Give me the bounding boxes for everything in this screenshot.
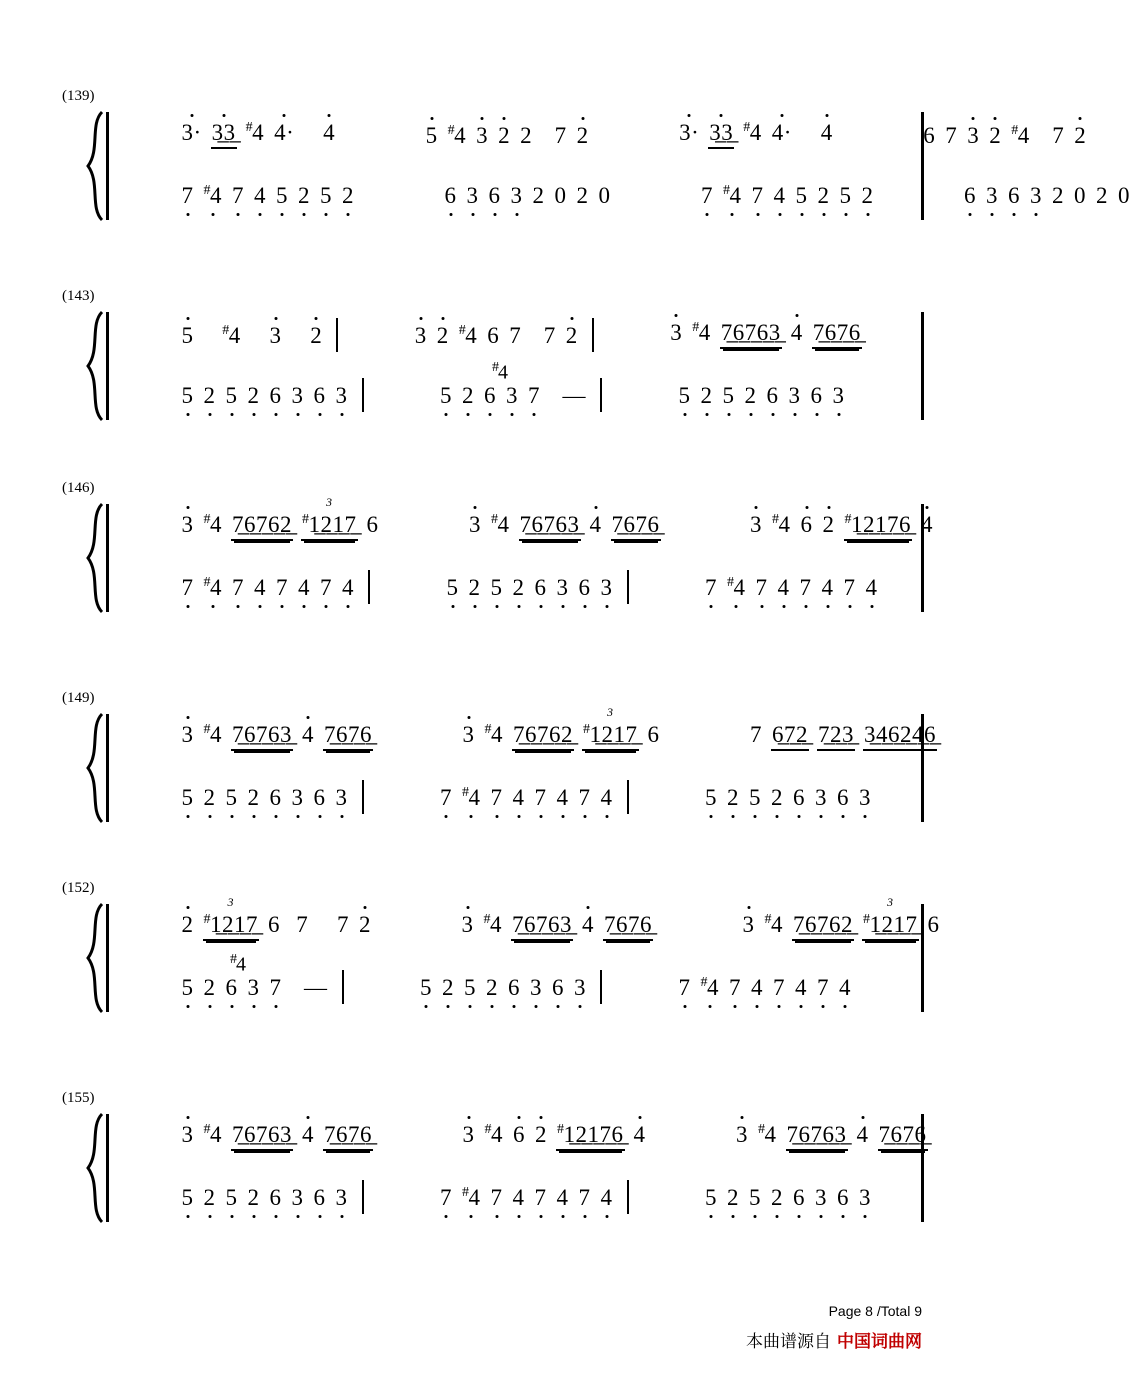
barline-left <box>106 714 109 822</box>
triplet-mark: 3 <box>227 895 234 909</box>
staff-group <box>62 895 940 1014</box>
bass-measure-1: 5 2 5 2 6 3 6 3 <box>181 382 348 408</box>
page-footer <box>746 1303 922 1352</box>
treble-row <box>114 112 1087 158</box>
treble-row <box>114 1114 927 1160</box>
treble-measure-3: 3· 3̲3̲ #4 4· 4 <box>612 98 838 172</box>
measure-number: (149) <box>62 690 95 706</box>
brace-icon <box>82 502 108 614</box>
bass-measure-3: 7 #4 7 4 5 2 5 2 <box>701 182 874 208</box>
bass-measure-3: 5 2 5 2 6 3 6 3 <box>705 784 871 810</box>
page-number: Page 8 /Total 9 <box>828 1303 922 1319</box>
barline <box>342 970 344 1004</box>
bass-row <box>114 172 1130 218</box>
bass-measure-1: 5 2 6 3 7 — <box>181 974 328 1000</box>
score-system-155 <box>62 1090 927 1224</box>
barline <box>600 378 602 412</box>
barline-left <box>106 112 109 220</box>
measure-number: (143) <box>62 288 95 304</box>
triplet-mark: 3 <box>326 495 333 509</box>
barline <box>362 378 364 412</box>
score-system-152 <box>62 880 940 1014</box>
measure-number: (155) <box>62 1090 95 1106</box>
treble-measure-3: 3 #4 7̲6̲7̲6̲3̲ 4 7̲6̲7̲6̲ <box>603 298 866 372</box>
bass-measure-2: 5 2 5 2 6 3 6 3 <box>446 574 613 600</box>
treble-row <box>114 705 936 760</box>
treble-measure-1: 3 #4 7̲6̲7̲6̲2̲ 3 #1̲2̲1̲7̲ 6 <box>114 490 384 564</box>
treble-measure-1: 3 #4 7̲6̲7̲6̲3̲ 4 7̲6̲7̲6̲ <box>114 1100 377 1174</box>
accidental-sharp-4: #4 <box>230 952 246 976</box>
bass-measure-2: 6 3 6 3 2 0 2 0 <box>444 182 611 208</box>
barline <box>627 1180 629 1214</box>
barline-left <box>106 504 109 612</box>
bass-measure-2: 7 #4 7 4 7 4 7 4 <box>440 784 613 810</box>
triplet-mark: 3 <box>887 895 894 909</box>
brace-icon <box>82 110 108 222</box>
staff-group <box>62 310 922 422</box>
staff-group <box>62 495 933 614</box>
score-system-143 <box>62 288 922 422</box>
measure-number: (139) <box>62 88 95 104</box>
bass-measure-1: 7 #4 7 4 7 4 7 4 <box>181 574 354 600</box>
bass-measure-2: 7 #4 7 4 7 4 7 4 <box>440 1184 613 1210</box>
bass-measure-3: 5 2 5 2 6 3 6 3 <box>705 1184 871 1210</box>
brace-icon <box>82 310 108 422</box>
bass-measure-1: 7 #4 7 4 5 2 5 2 <box>181 182 354 208</box>
barline <box>600 970 602 1004</box>
barline-left <box>106 312 109 420</box>
brace-icon <box>82 1112 108 1224</box>
treble-row <box>114 312 918 358</box>
barline <box>362 780 364 814</box>
bass-measure-3: 5 2 5 2 6 3 6 3 <box>678 382 845 408</box>
bass-row <box>114 564 918 610</box>
bass-measure-1: 5 2 5 2 6 3 6 3 <box>181 784 348 810</box>
bass-measure-1: 5 2 5 2 6 3 6 3 <box>181 1184 348 1210</box>
treble-measure-2: 3 #4 7̲6̲7̲6̲3̲ 4 7̲6̲7̲6̲ <box>394 890 657 964</box>
treble-measure-3: 3 #4 7̲6̲7̲6̲3̲ 4 7̲6̲7̲6̲ <box>669 1100 932 1174</box>
treble-row <box>114 895 940 950</box>
treble-measure-2: 3 #4 7̲6̲7̲6̲2̲ 3 #1̲2̲1̲7̲ 6 <box>395 700 665 774</box>
staff-group <box>62 705 936 824</box>
triplet-mark: 3 <box>607 705 614 719</box>
treble-measure-3: 3 #4 7̲6̲7̲6̲2̲ 3 #1̲2̲1̲7̲ 6 <box>675 890 945 964</box>
source-prefix: 本曲谱源自 <box>746 1332 831 1351</box>
treble-measure-3: 7 6̲7̲2̲ 7̲2̲3̲ 3̲4̲6̲2̲4̲6̲ <box>683 700 942 774</box>
treble-measure-2: 3 2 #4 6 7 7 2 <box>414 322 578 348</box>
bass-measure-3: 7 #4 7 4 7 4 7 4 <box>678 974 851 1000</box>
accidental-sharp-4: #4 <box>492 360 508 384</box>
brace-icon <box>82 902 108 1014</box>
barline <box>368 570 370 604</box>
treble-measure-4: 6 7 3 2 #4 7 2 <box>923 122 1087 148</box>
bass-row <box>114 372 918 418</box>
measure-number: (152) <box>62 880 95 896</box>
score-system-146 <box>62 480 933 614</box>
treble-measure-1: 2 3 #1̲2̲1̲7̲ 6 7 7 2 <box>114 890 376 964</box>
staff-group <box>62 1112 927 1224</box>
treble-measure-1: 5 #4 3 2 <box>181 322 323 348</box>
barline <box>627 570 629 604</box>
bass-row <box>114 774 918 820</box>
measure-number: (146) <box>62 480 95 496</box>
barline-left <box>106 1114 109 1222</box>
barline <box>336 318 338 352</box>
staff-group <box>62 110 1130 222</box>
bass-measure-3: 7 #4 7 4 7 4 7 4 <box>705 574 878 600</box>
bass-measure-2: 5 2 6 3 7 — <box>440 382 586 408</box>
source-credit <box>746 1327 922 1352</box>
bass-row <box>114 1174 918 1220</box>
score-system-149 <box>62 690 936 824</box>
treble-measure-3: 3 #4 6 2 #1̲2̲1̲7̲6̲ 4 <box>683 490 939 564</box>
source-brand[interactable]: 中国词曲网 <box>837 1332 922 1351</box>
treble-row <box>114 495 933 550</box>
score-system-139 <box>62 88 1130 222</box>
bass-measure-4: 6 3 6 3 2 0 2 0 <box>964 182 1130 208</box>
barline-right <box>921 312 924 420</box>
treble-measure-2: 5 #4 3 2 2 7 2 <box>425 122 589 148</box>
treble-measure-1: 3 #4 7̲6̲7̲6̲3̲ 4 7̲6̲7̲6̲ <box>114 700 377 774</box>
barline-left <box>106 904 109 1012</box>
barline <box>362 1180 364 1214</box>
bass-measure-2: 5 2 5 2 6 3 6 3 <box>420 974 586 1000</box>
barline <box>627 780 629 814</box>
barline <box>592 318 594 352</box>
treble-measure-2: 3 #4 7̲6̲7̲6̲3̲ 4 7̲6̲7̲6̲ <box>402 490 665 564</box>
brace-icon <box>82 712 108 824</box>
treble-measure-2: 3 #4 6 2 #1̲2̲1̲7̲6̲ 4 <box>395 1100 651 1174</box>
treble-measure-1: 3· 3̲3̲ #4 4· 4 <box>114 98 340 172</box>
